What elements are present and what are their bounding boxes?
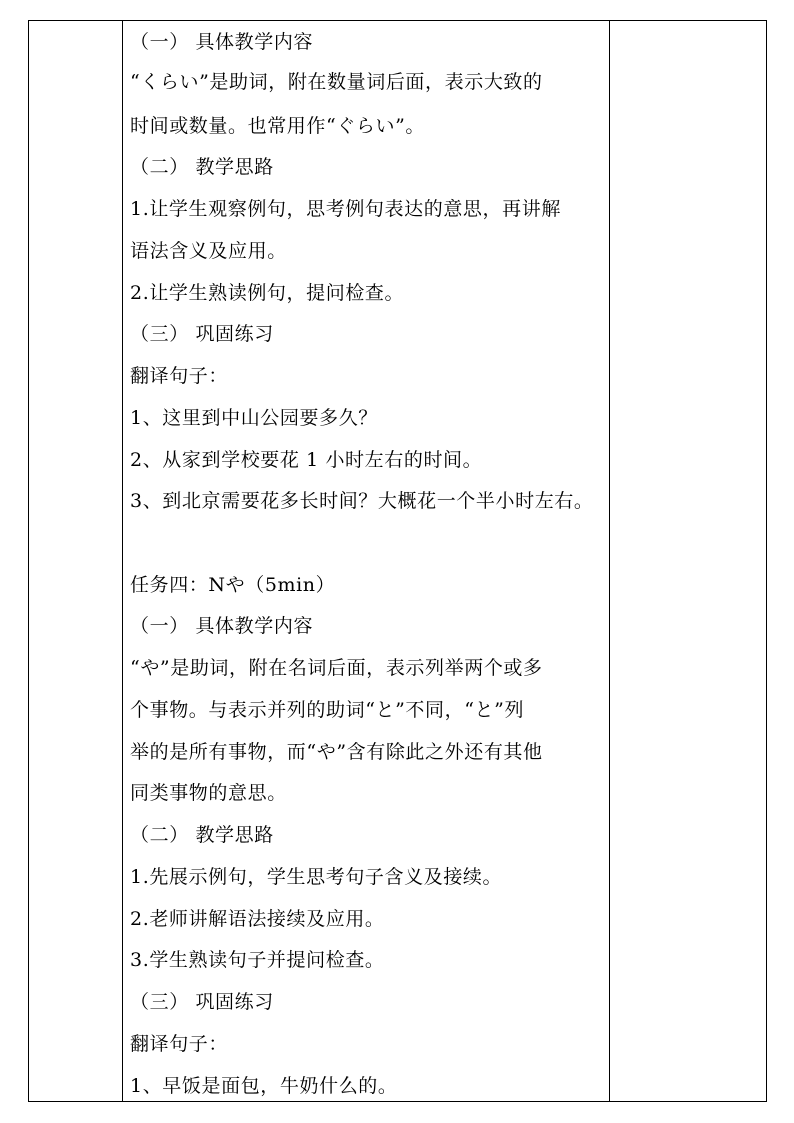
paragraph-line: 语法含义及应用。	[130, 240, 287, 262]
lesson-table	[28, 20, 767, 1102]
exercise-item: 3、到北京需要花多长时间？大概花一个半小时左右。	[130, 490, 594, 512]
section-heading: （一） 具体教学内容	[130, 615, 314, 637]
exercise-item: 1、早饭是面包，牛奶什么的。	[130, 1075, 398, 1097]
paragraph-line: 翻译句子：	[130, 365, 229, 387]
section-heading: （二） 教学思路	[130, 156, 274, 178]
paragraph-line: 同类事物的意思。	[130, 782, 287, 804]
column-divider-right	[609, 21, 610, 1101]
paragraph-line: 3.学生熟读句子并提问检查。	[130, 949, 385, 971]
paragraph-line: 1.先展示例句，学生思考句子含义及接续。	[130, 866, 503, 888]
task-heading: 任务四：Nや（5min）	[130, 574, 336, 596]
paragraph-line: 举的是所有事物，而“や”含有除此之外还有其他	[130, 741, 543, 763]
exercise-item: 2、从家到学校要花 1 小时左右的时间。	[130, 449, 483, 471]
paragraph-line: 翻译句子：	[130, 1033, 229, 1055]
paragraph-line: 2.让学生熟读例句，提问检查。	[130, 282, 405, 304]
paragraph-line: “くらい”是助词，附在数量词后面，表示大致的	[130, 71, 543, 93]
paragraph-line: 个事物。与表示并列的助词“と”不同，“と”列	[130, 699, 525, 721]
exercise-item: 1、这里到中山公园要多久？	[130, 407, 378, 429]
paragraph-line: 时间或数量。也常用作“ぐらい”。	[130, 115, 426, 137]
column-divider-left	[122, 21, 123, 1101]
section-heading: （三） 巩固练习	[130, 323, 274, 345]
paragraph-line: 1.让学生观察例句，思考例句表达的意思，再讲解	[130, 198, 561, 220]
paragraph-line: “や”是助词，附在名词后面，表示列举两个或多	[130, 657, 543, 679]
section-heading: （二） 教学思路	[130, 824, 274, 846]
section-heading: （三） 巩固练习	[130, 991, 274, 1013]
section-heading: （一） 具体教学内容	[130, 31, 314, 53]
paragraph-line: 2.老师讲解语法接续及应用。	[130, 908, 385, 930]
